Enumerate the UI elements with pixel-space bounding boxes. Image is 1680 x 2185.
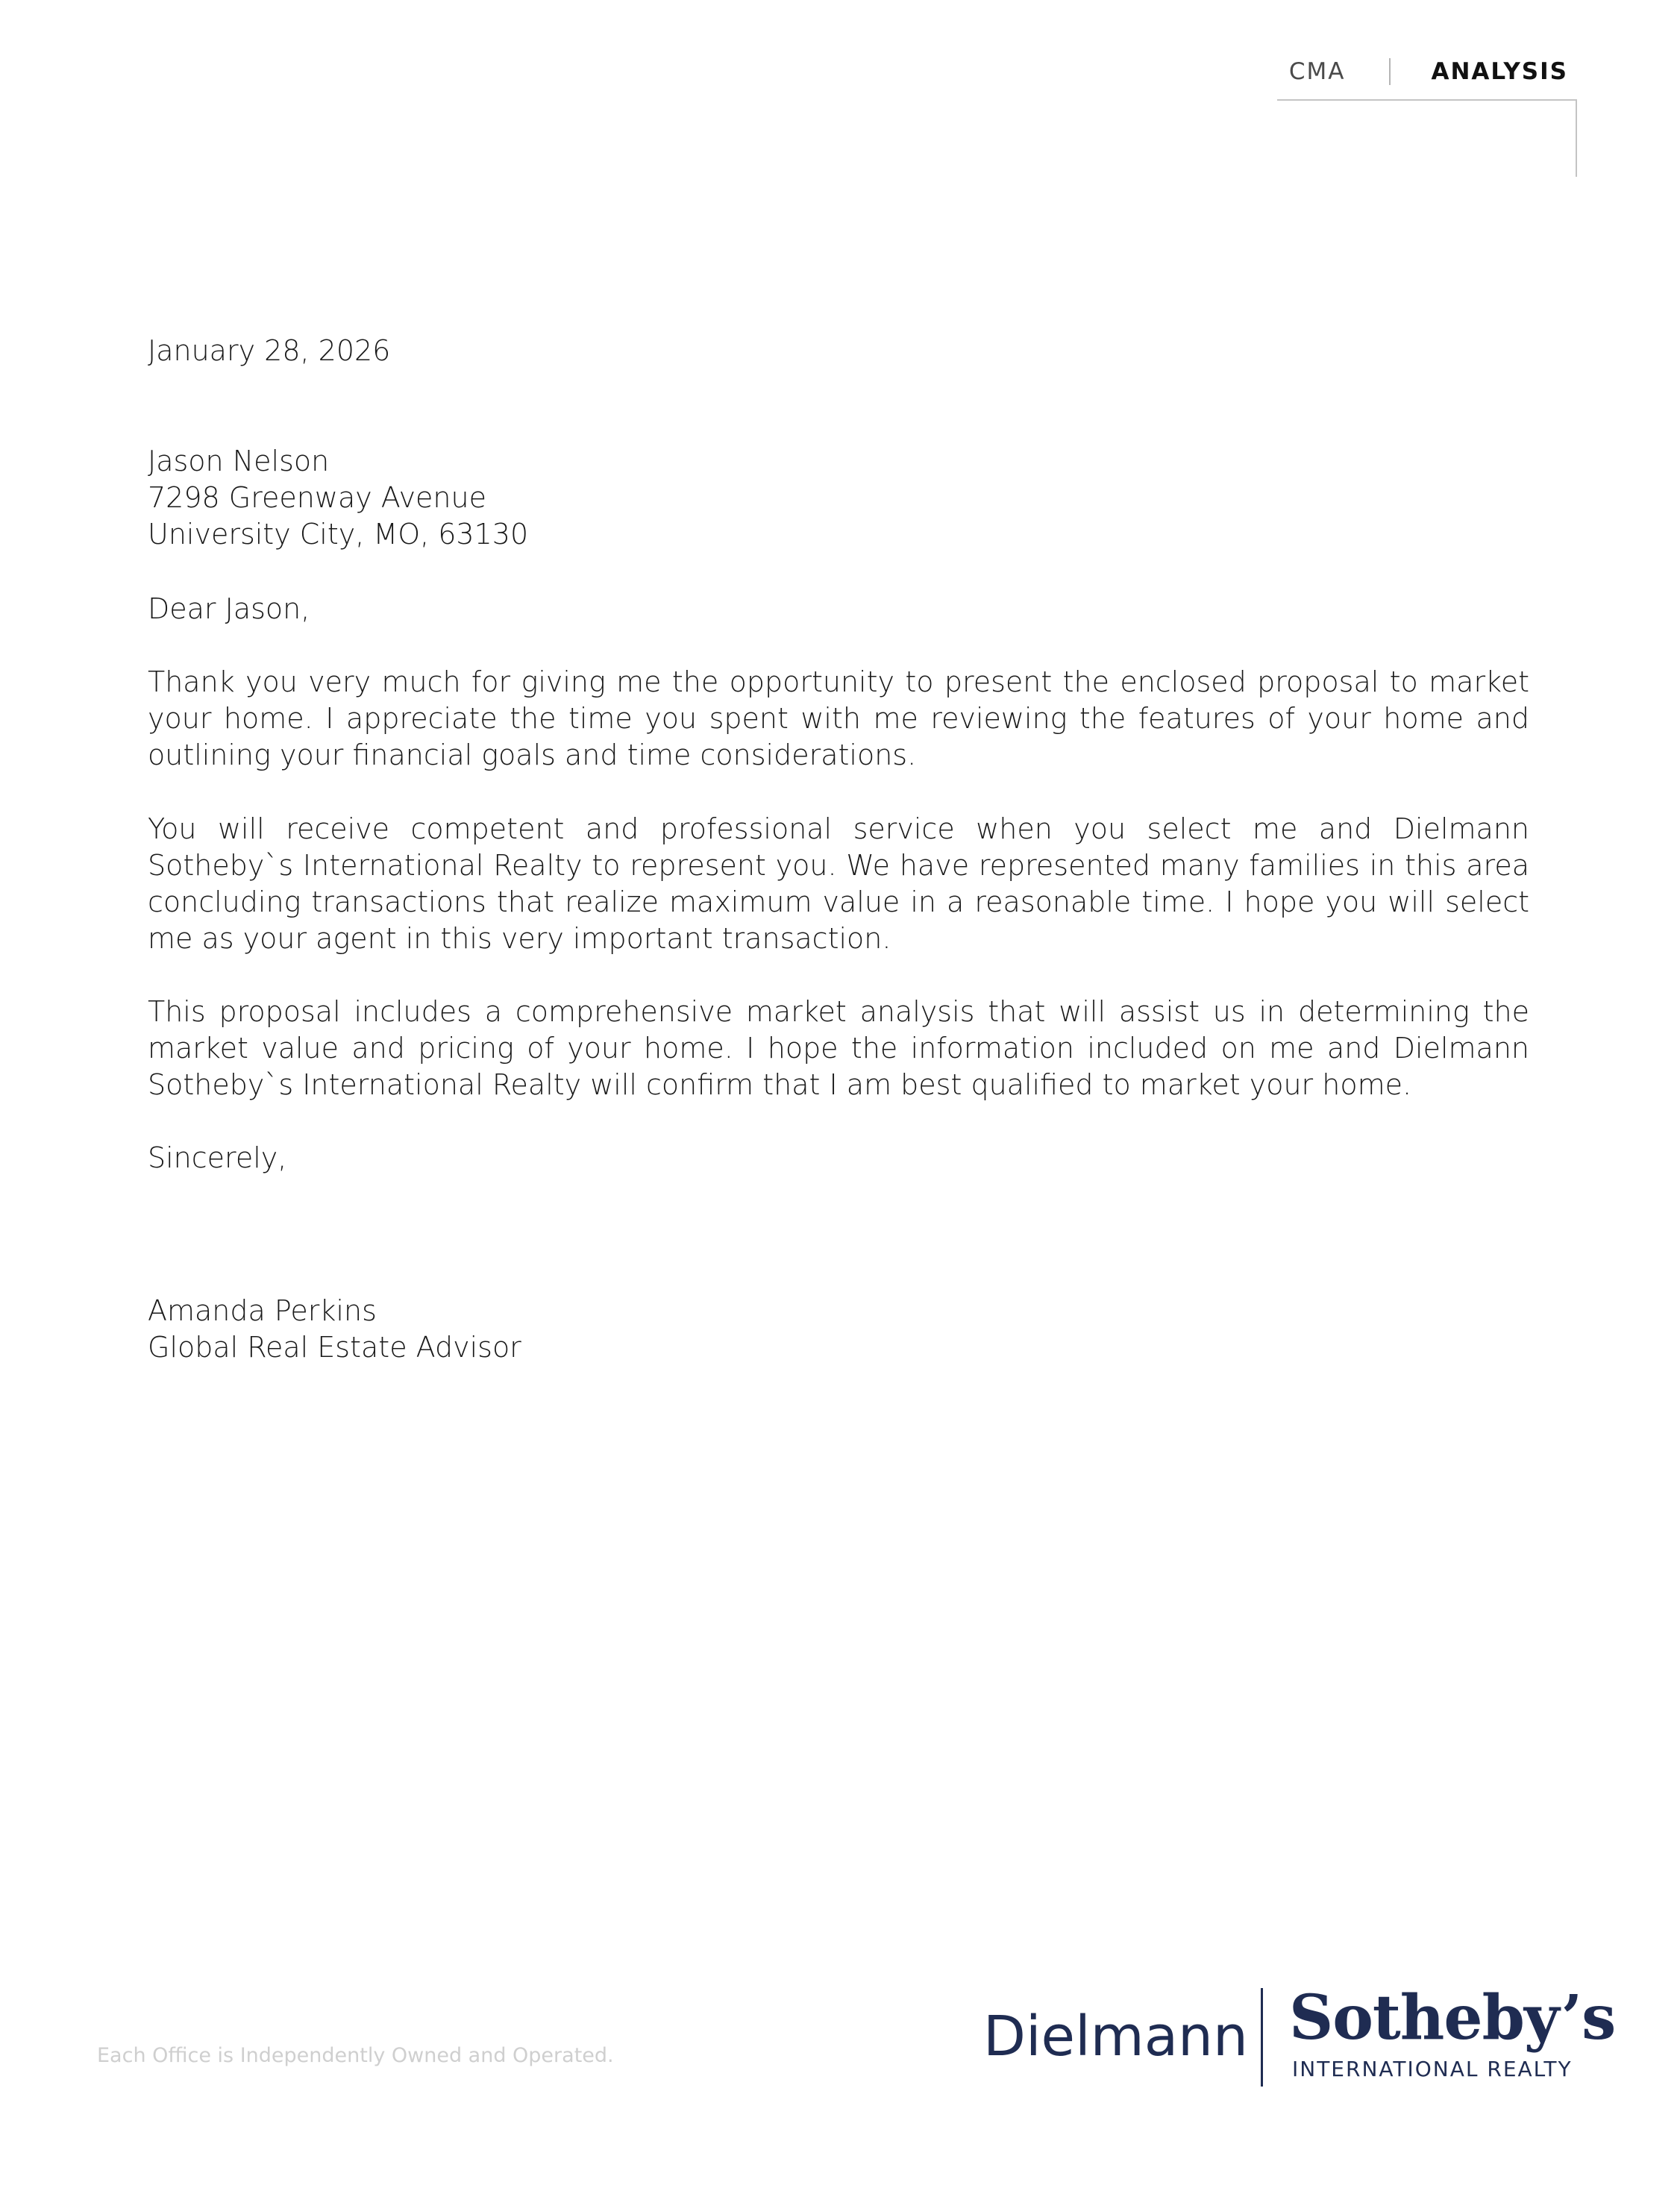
body-paragraph-1: Thank you very much for giving me the opportunity to present the enclosed proposal to market your home. I appreciate the time you spent with me reviewing the features of your home and outlining your financial goals and time considerations.	[148, 665, 1529, 771]
body-paragraph-3: This proposal includes a comprehensive market analysis that will assist us in determining the market value and pricing of your home. I hope the information included on me and Dielmann Sotheby`s International Realty will confirm that I am best qualified to market your home.	[148, 995, 1529, 1101]
signer-title: Global Real Estate Advisor	[148, 1331, 521, 1364]
body-paragraph-2: You will receive competent and professional service when you select me and Dielmann Sotheby`s International Realty to represent you. We have represented many families in this area concluding transactions that realize maximum value in a reasonable time. I hope you will select me as your agent in this very important transaction.	[148, 812, 1529, 955]
signature-block	[148, 1293, 1529, 1366]
header-analysis-label: ANALYSIS	[1431, 58, 1568, 85]
footer-disclaimer: Each Office is Independently Owned and Operated.	[97, 2044, 614, 2067]
header-cma-label: CMA	[1288, 58, 1346, 85]
recipient-street: 7298 Greenway Avenue	[148, 481, 486, 514]
recipient-address	[148, 443, 1529, 553]
signer-name: Amanda Perkins	[148, 1294, 377, 1327]
header-tab	[1289, 58, 1568, 85]
recipient-name: Jason Nelson	[148, 445, 330, 477]
logo-divider	[1261, 1988, 1263, 2087]
header-rule-horizontal	[1277, 99, 1577, 101]
logo-international-realty-text: INTERNATIONAL REALTY	[1292, 2057, 1573, 2081]
salutation: Dear Jason,	[148, 592, 310, 625]
letter-date: January 28, 2026	[148, 334, 391, 367]
header-rule-vertical	[1576, 99, 1577, 177]
recipient-city-line: University City, MO, 63130	[148, 518, 529, 551]
closing: Sincerely,	[148, 1141, 287, 1174]
logo-sothebys-text: Sotheby’s	[1289, 1982, 1616, 2054]
brokerage-logo	[983, 1982, 1616, 2089]
header-separator	[1389, 58, 1391, 85]
logo-dielmann-text: Dielmann	[983, 2004, 1248, 2069]
